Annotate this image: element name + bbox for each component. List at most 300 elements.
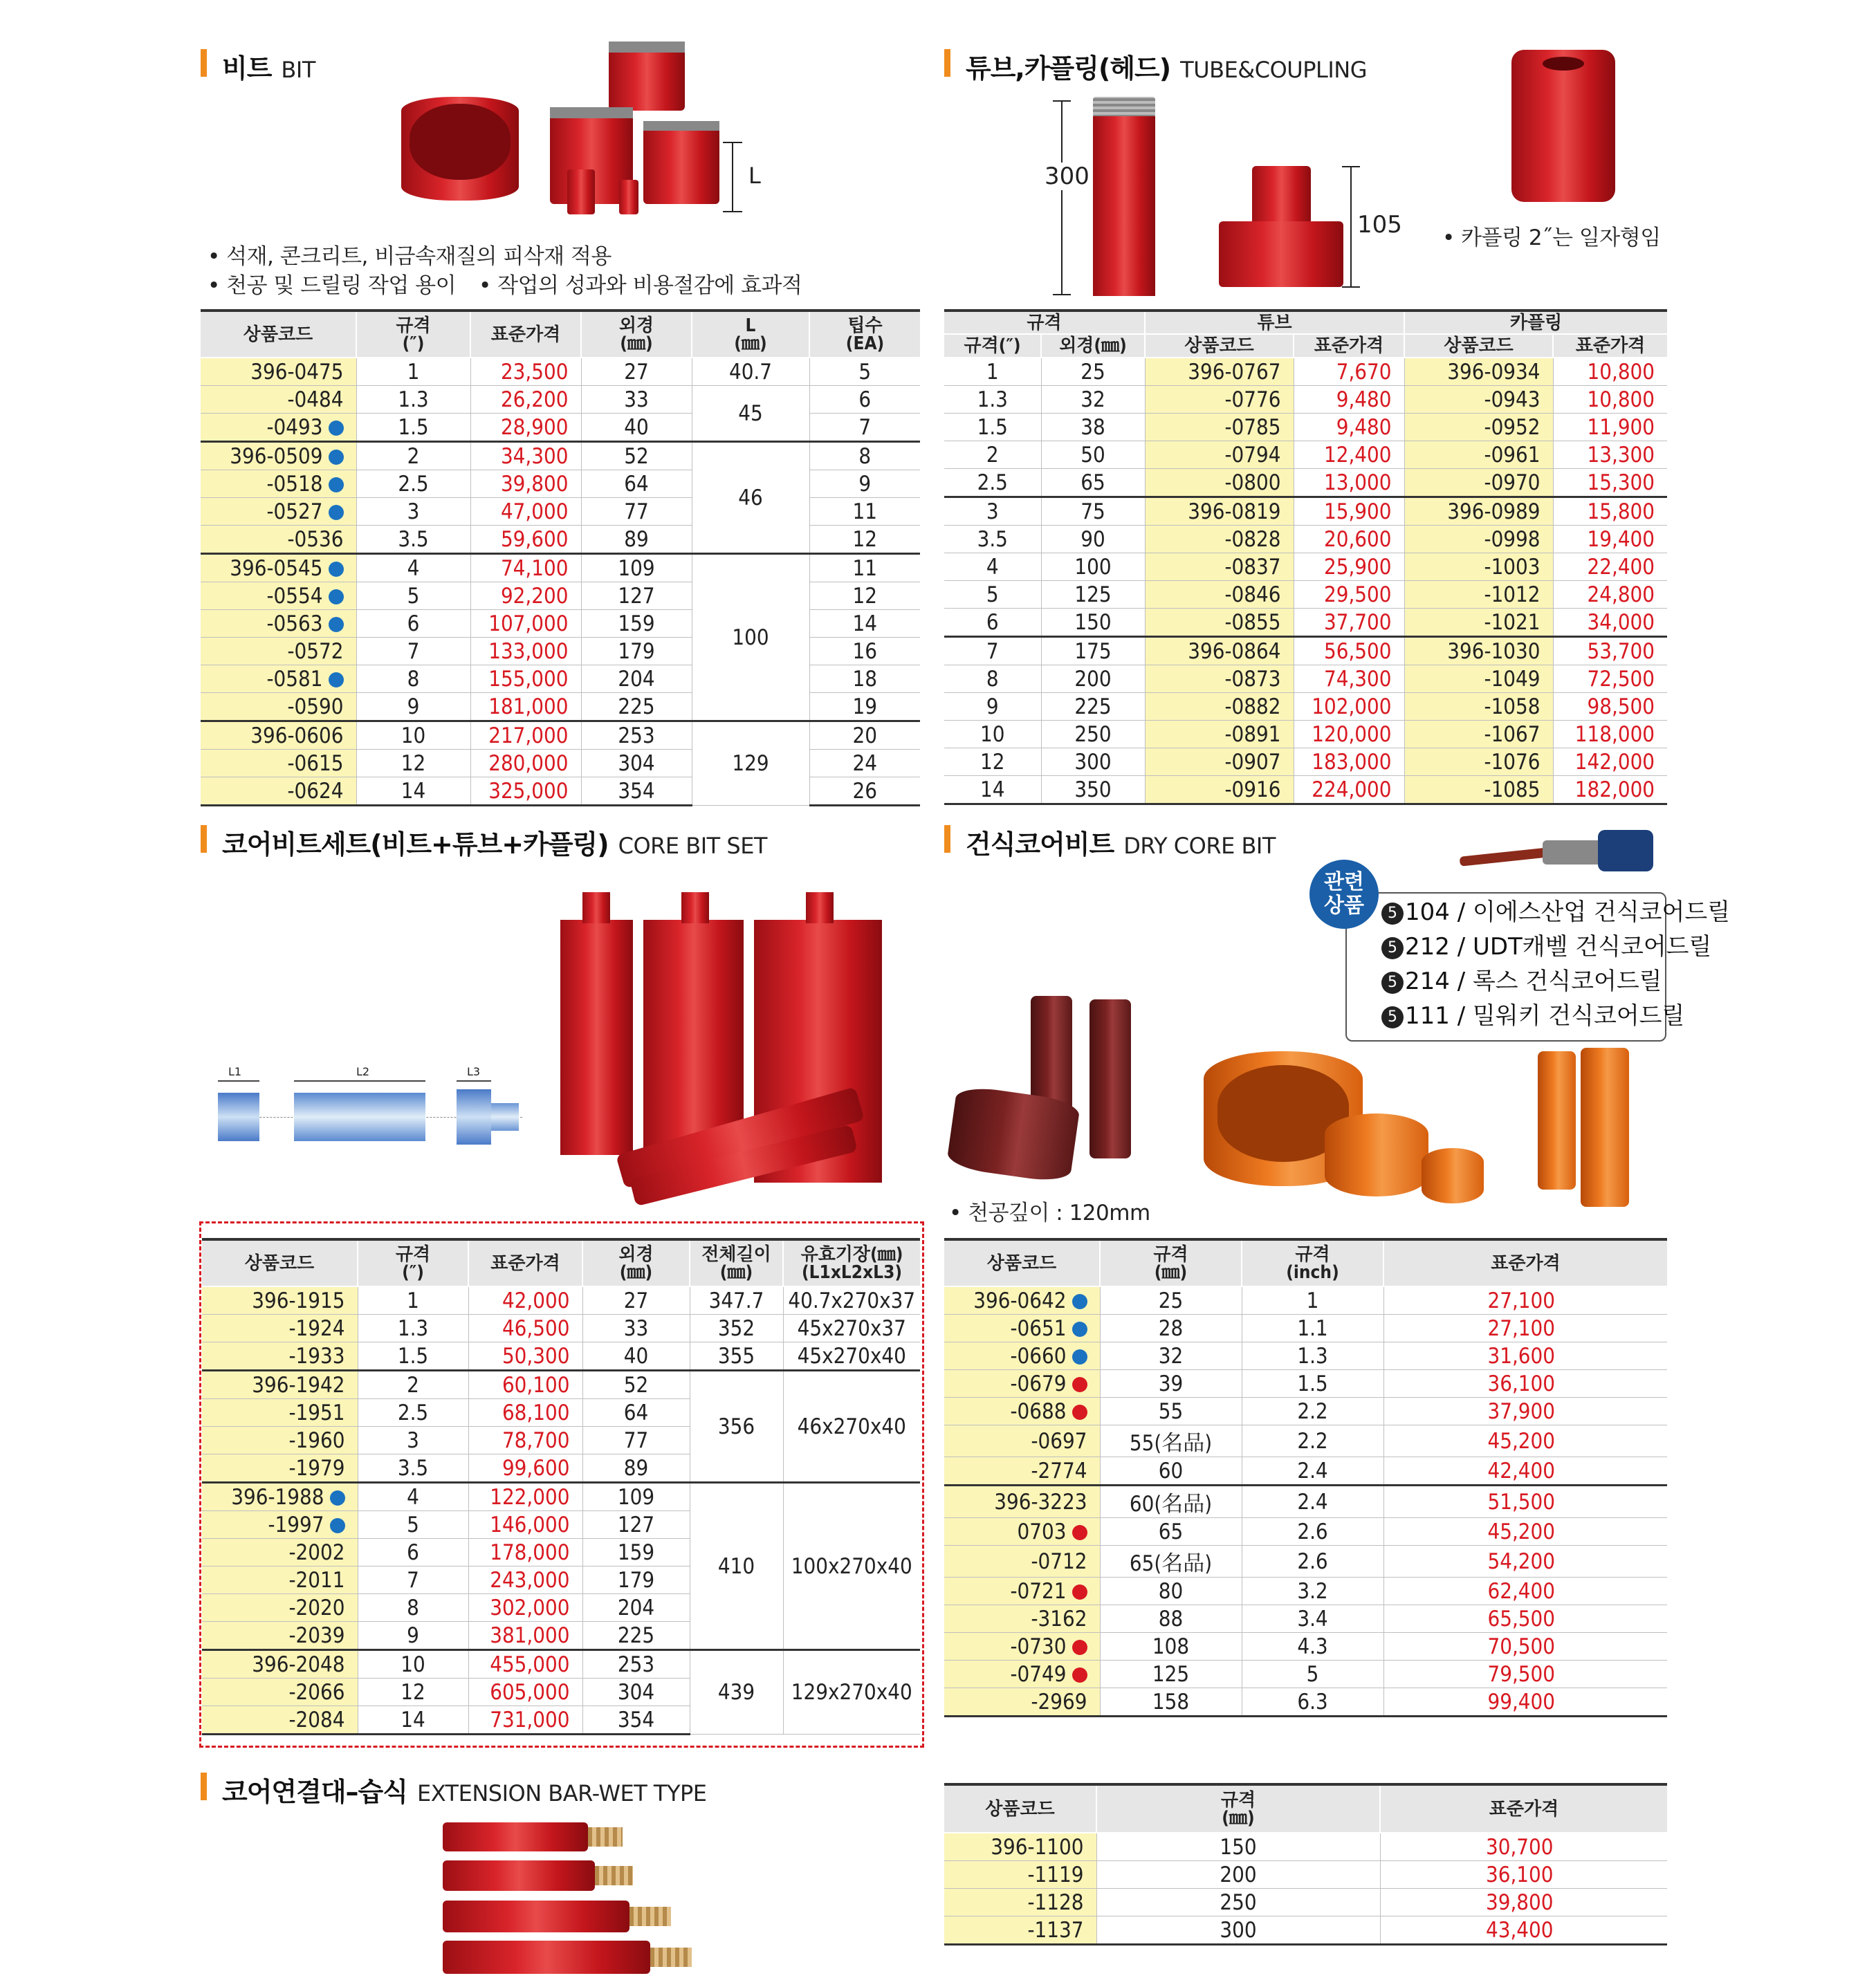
cell-size: 10 [356, 721, 470, 750]
ext-header-mm: 규격 (㎜) [1096, 1784, 1380, 1833]
cell-size: 2 [944, 441, 1041, 469]
blue-dot-icon [1072, 1294, 1087, 1309]
cell-size: 14 [944, 776, 1041, 804]
product-code: 396-1942 [252, 1372, 345, 1398]
cell-tips: 11 [809, 554, 920, 582]
product-code: 396-0509 [230, 443, 323, 469]
blue-dot-icon [1072, 1322, 1087, 1337]
cell-inch: 1.3 [1242, 1342, 1383, 1370]
cell-eff: 129x270x40 [783, 1650, 920, 1735]
cell-mm: 80 [1100, 1578, 1242, 1605]
cell-od: 354 [581, 777, 692, 806]
cell-tube-price: 183,000 [1294, 748, 1404, 776]
cell-mm: 250 [1096, 1889, 1380, 1916]
cell-coupling-code: -0952 [1404, 414, 1553, 441]
cell-coupling-code: -1058 [1404, 693, 1553, 721]
cell-size: 2.5 [356, 470, 470, 498]
cell-tube-price: 7,670 [1294, 358, 1404, 386]
cell-price: 74,100 [470, 554, 581, 582]
tube-header-size: 규격(″) [944, 334, 1041, 358]
table-row [944, 1861, 1667, 1889]
cell-price: 181,000 [470, 693, 581, 721]
cell-price: 99,400 [1383, 1688, 1667, 1717]
cell-coupling-price: 34,000 [1553, 609, 1667, 637]
cell-code [202, 1566, 358, 1594]
cell-code [202, 1706, 358, 1735]
table-row [201, 777, 920, 806]
cell-code [201, 610, 356, 638]
cell-od: 225 [1041, 693, 1145, 721]
tube-title [944, 47, 1367, 84]
cell-size: 3 [358, 1427, 468, 1454]
cell-eff: 46x270x40 [783, 1371, 920, 1483]
product-code: -2084 [288, 1707, 345, 1732]
cell-tips: 7 [809, 414, 920, 442]
product-code: -0563 [266, 611, 323, 636]
cell-price: 79,500 [1383, 1661, 1667, 1688]
cell-od: 225 [582, 1622, 690, 1650]
bit-table [201, 309, 920, 806]
table-row [944, 1688, 1667, 1717]
bit-note-3: • 작업의 성과와 비용절감에 효과적 [479, 273, 802, 298]
cell-code [944, 1518, 1100, 1546]
cell-size: 14 [358, 1706, 468, 1735]
cell-inch: 2.2 [1242, 1398, 1383, 1425]
cell-mm: 65 [1100, 1518, 1242, 1546]
cell-od: 40 [581, 414, 692, 442]
cell-price: 39,800 [470, 470, 581, 498]
cell-code [202, 1483, 358, 1511]
cell-coupling-code: -1049 [1404, 665, 1553, 693]
cell-code [944, 1398, 1100, 1425]
cell-code [944, 1370, 1100, 1398]
ext-title-ko: 코어연결대–습식 [222, 1777, 407, 1807]
cell-code [202, 1427, 358, 1454]
cell-od: 250 [1041, 721, 1145, 748]
product-code: -1933 [288, 1343, 345, 1369]
table-row [201, 526, 920, 554]
table-row [201, 414, 920, 442]
cell-tube-price: 120,000 [1294, 721, 1404, 748]
cell-od: 304 [581, 750, 692, 777]
cell-size: 9 [358, 1622, 468, 1650]
bit-note-1: • 석재, 콘크리트, 비금속재질의 피삭재 적용 [208, 244, 611, 269]
ext-product-photo [443, 1819, 733, 1978]
coreset-title-en: CORE BIT SET [618, 833, 767, 859]
cell-coupling-code: 396-0934 [1404, 358, 1553, 386]
cell-price: 59,600 [470, 526, 581, 554]
bit-note-2: • 천공 및 드릴링 작업 용이 [208, 273, 457, 298]
tube-header-cprice: 표준가격 [1553, 334, 1667, 358]
cell-code [202, 1454, 358, 1483]
bit-title-ko: 비트 [222, 53, 272, 84]
product-code: -0660 [1010, 1343, 1067, 1369]
coreset-header-code: 상품코드 [202, 1239, 358, 1286]
cell-tube-code: -0916 [1145, 776, 1294, 804]
related-item[interactable] [1381, 895, 1730, 930]
table-row [202, 1315, 920, 1342]
cell-code [944, 1486, 1100, 1518]
cell-code [202, 1342, 358, 1371]
cell-coupling-price: 11,900 [1553, 414, 1667, 441]
table-row [201, 498, 920, 526]
cell-tube-price: 13,000 [1294, 469, 1404, 497]
cell-tips: 26 [809, 777, 920, 806]
cell-size: 3.5 [944, 526, 1041, 553]
cell-size: 9 [944, 693, 1041, 721]
cell-coupling-code: 396-1030 [1404, 637, 1553, 665]
cell-tube-price: 74,300 [1294, 665, 1404, 693]
cell-mm: 60 [1100, 1457, 1242, 1486]
product-code: 396-1988 [231, 1484, 324, 1510]
cell-coupling-code: 396-0989 [1404, 497, 1553, 526]
cell-coupling-code: -1021 [1404, 609, 1553, 637]
product-code: -0536 [287, 526, 344, 552]
cell-size: 14 [356, 777, 470, 806]
cell-price: 68,100 [468, 1399, 582, 1427]
cell-size: 9 [356, 693, 470, 721]
cell-inch: 3.2 [1242, 1578, 1383, 1605]
product-code: -3162 [1031, 1606, 1087, 1632]
product-code: -0484 [287, 387, 344, 412]
cell-tube-price: 224,000 [1294, 776, 1404, 804]
cell-tube-price: 15,900 [1294, 497, 1404, 526]
cell-total: 356 [690, 1371, 783, 1483]
table-row [201, 582, 920, 610]
cell-code [202, 1315, 358, 1342]
table-row [944, 1315, 1667, 1342]
cell-size: 10 [944, 721, 1041, 748]
cell-od: 89 [582, 1454, 690, 1483]
cell-price: 27,100 [1383, 1286, 1667, 1315]
table-row [944, 414, 1667, 441]
red-dot-icon [1072, 1640, 1087, 1655]
cell-price: 51,500 [1383, 1486, 1667, 1518]
cell-code [202, 1511, 358, 1539]
cell-l: 46 [692, 442, 809, 554]
cell-tips: 11 [809, 498, 920, 526]
table-row [944, 721, 1667, 748]
cell-od: 175 [1041, 637, 1145, 665]
bit-header-l: L (㎜) [692, 311, 809, 358]
product-code: -0572 [287, 638, 344, 664]
tube-group-tube: 튜브 [1145, 311, 1404, 334]
related-num-icon: 5 [1381, 972, 1404, 994]
bit-header-code: 상품코드 [201, 311, 356, 358]
dry-header-code: 상품코드 [944, 1239, 1100, 1286]
cell-tube-code: -0794 [1145, 441, 1294, 469]
blue-dot-icon [329, 450, 344, 465]
bit-product-photo [401, 41, 761, 228]
cell-price: 54,200 [1383, 1546, 1667, 1578]
cell-mm: 150 [1096, 1833, 1380, 1861]
cell-od: 77 [581, 498, 692, 526]
cell-price: 302,000 [468, 1594, 582, 1622]
cell-tips: 8 [809, 442, 920, 470]
cell-od: 64 [582, 1399, 690, 1427]
tube-title-en: TUBE&COUPLING [1180, 57, 1367, 83]
cell-tube-price: 102,000 [1294, 693, 1404, 721]
table-row [201, 693, 920, 721]
cell-size: 8 [358, 1594, 468, 1622]
cell-price: 34,300 [470, 442, 581, 470]
table-row [944, 497, 1667, 526]
cell-code [201, 526, 356, 554]
cell-od: 50 [1041, 441, 1145, 469]
cell-size: 1.5 [944, 414, 1041, 441]
cell-od: 354 [582, 1706, 690, 1735]
table-row [944, 386, 1667, 414]
cell-price: 36,100 [1383, 1370, 1667, 1398]
cell-price: 62,400 [1383, 1578, 1667, 1605]
cell-code [202, 1650, 358, 1679]
cell-size: 1 [356, 358, 470, 386]
drill-photo [1460, 823, 1660, 878]
blue-dot-icon [329, 477, 344, 492]
cell-mm: 88 [1100, 1605, 1242, 1633]
cell-price: 27,100 [1383, 1315, 1667, 1342]
cell-code [944, 1342, 1100, 1370]
title-accent-bar [944, 49, 950, 77]
cell-coupling-price: 98,500 [1553, 693, 1667, 721]
table-row [944, 748, 1667, 776]
cell-l: 100 [692, 554, 809, 721]
cell-code [201, 638, 356, 665]
cell-code [944, 1425, 1100, 1457]
cell-od: 204 [581, 665, 692, 693]
blue-dot-icon [329, 562, 344, 577]
product-code: -2969 [1031, 1689, 1087, 1714]
related-item-text: 111 / 밀워키 건식코어드릴 [1405, 1002, 1685, 1030]
cell-mm: 39 [1100, 1370, 1242, 1398]
cell-price: 47,000 [470, 498, 581, 526]
cell-size: 1.5 [358, 1342, 468, 1371]
product-code: -0554 [266, 583, 323, 609]
ext-title-en: EXTENSION BAR-WET TYPE [416, 1780, 707, 1806]
product-code: -2011 [288, 1567, 345, 1593]
cell-od: 27 [581, 358, 692, 386]
ext-table [944, 1783, 1667, 1945]
cell-price: 45,200 [1383, 1518, 1667, 1546]
cell-total: 410 [690, 1483, 783, 1650]
cell-price: 92,200 [470, 582, 581, 610]
cell-price: 78,700 [468, 1427, 582, 1454]
cell-code [201, 665, 356, 693]
cell-code [202, 1539, 358, 1566]
cell-od: 109 [582, 1483, 690, 1511]
cell-tube-code: 396-0819 [1145, 497, 1294, 526]
cell-od: 27 [582, 1286, 690, 1315]
table-row [944, 1486, 1667, 1518]
product-code: -2774 [1031, 1458, 1087, 1484]
cell-coupling-price: 142,000 [1553, 748, 1667, 776]
cell-price: 217,000 [470, 721, 581, 750]
cell-size: 8 [356, 665, 470, 693]
table-row [944, 1518, 1667, 1546]
cell-size: 7 [944, 637, 1041, 665]
cell-mm: 200 [1096, 1861, 1380, 1889]
blue-dot-icon [329, 505, 344, 520]
blue-dot-icon [1072, 1349, 1087, 1365]
cell-l: 129 [692, 721, 809, 806]
product-code: -1960 [288, 1427, 345, 1453]
product-code: -1979 [288, 1455, 345, 1481]
cell-price: 45,200 [1383, 1425, 1667, 1457]
cell-code [201, 442, 356, 470]
cell-od: 179 [582, 1566, 690, 1594]
tube-group-coupling: 카플링 [1404, 311, 1667, 334]
cell-code: -1128 [944, 1889, 1096, 1916]
cell-od: 75 [1041, 497, 1145, 526]
cell-size: 4 [944, 553, 1041, 581]
cell-tube-code: 396-0767 [1145, 358, 1294, 386]
related-item[interactable] [1381, 930, 1730, 964]
product-code: -0679 [1010, 1371, 1067, 1396]
cell-size: 1.3 [944, 386, 1041, 414]
cell-code [944, 1605, 1100, 1633]
cell-od: 127 [581, 582, 692, 610]
cell-coupling-code: -1085 [1404, 776, 1553, 804]
cell-price: 43,400 [1380, 1916, 1667, 1945]
table-row [202, 1371, 920, 1399]
cell-code [201, 582, 356, 610]
bit-title-en: BIT [281, 57, 315, 83]
cell-code [201, 554, 356, 582]
product-code: 396-0475 [250, 359, 344, 385]
title-accent-bar [944, 825, 950, 853]
related-num-icon: 5 [1381, 1006, 1404, 1028]
dry-note: • 천공깊이 : 120mm [949, 1201, 1150, 1226]
product-code: -0527 [266, 499, 323, 524]
table-row [944, 1833, 1667, 1861]
cell-od: 33 [582, 1315, 690, 1342]
cell-size: 12 [944, 748, 1041, 776]
related-num-icon: 5 [1381, 937, 1404, 959]
cell-od: 38 [1041, 414, 1145, 441]
cell-od: 304 [582, 1679, 690, 1706]
cell-inch: 4.3 [1242, 1633, 1383, 1661]
cell-price: 280,000 [470, 750, 581, 777]
dry-header-inch: 규격 (inch) [1242, 1239, 1383, 1286]
diagram-label-l3: L3 [467, 1065, 481, 1078]
cell-size: 12 [358, 1679, 468, 1706]
blue-dot-icon [329, 420, 344, 436]
cell-size: 2.5 [358, 1399, 468, 1427]
cell-code [202, 1371, 358, 1399]
cell-size: 1 [358, 1286, 468, 1315]
cell-price: 30,700 [1380, 1833, 1667, 1861]
cell-eff: 45x270x40 [783, 1342, 920, 1371]
table-row [201, 750, 920, 777]
cell-eff: 45x270x37 [783, 1315, 920, 1342]
blue-dot-icon [330, 1518, 345, 1533]
cell-coupling-price: 22,400 [1553, 553, 1667, 581]
cell-inch: 6.3 [1242, 1688, 1383, 1717]
cell-code [202, 1286, 358, 1315]
cell-tube-price: 29,500 [1294, 581, 1404, 609]
product-code: -1997 [268, 1512, 324, 1537]
cell-inch: 1 [1242, 1286, 1383, 1315]
cell-inch: 2.4 [1242, 1486, 1383, 1518]
cell-price: 31,600 [1383, 1342, 1667, 1370]
product-code: -0615 [287, 750, 344, 776]
cell-code [944, 1661, 1100, 1688]
table-row [202, 1286, 920, 1315]
cell-price: 605,000 [468, 1679, 582, 1706]
cell-size: 6 [356, 610, 470, 638]
red-dot-icon [1072, 1377, 1087, 1392]
table-row [944, 441, 1667, 469]
cell-tube-code: 396-0864 [1145, 637, 1294, 665]
coreset-header-total: 전체길이 (㎜) [690, 1239, 783, 1286]
cell-code [944, 1633, 1100, 1661]
cell-size: 1 [944, 358, 1041, 386]
coupling-photo [1511, 50, 1615, 202]
cell-tube-price: 37,700 [1294, 609, 1404, 637]
cell-size: 3 [944, 497, 1041, 526]
cell-price: 178,000 [468, 1539, 582, 1566]
cell-price: 133,000 [470, 638, 581, 665]
cell-size: 4 [356, 554, 470, 582]
cell-mm: 55(名品) [1100, 1425, 1242, 1457]
cell-inch: 1.1 [1242, 1315, 1383, 1342]
cell-mm: 25 [1100, 1286, 1242, 1315]
table-row [944, 553, 1667, 581]
cell-code [201, 358, 356, 386]
cell-coupling-price: 10,800 [1553, 358, 1667, 386]
cell-eff: 100x270x40 [783, 1483, 920, 1650]
cell-od: 52 [581, 442, 692, 470]
cell-total: 352 [690, 1315, 783, 1342]
cell-size: 1.3 [356, 386, 470, 414]
cell-coupling-price: 13,300 [1553, 441, 1667, 469]
related-item-text: 214 / 록스 건식코어드릴 [1405, 968, 1662, 995]
cell-od: 100 [1041, 553, 1145, 581]
cell-coupling-code: -1067 [1404, 721, 1553, 748]
cell-tips: 24 [809, 750, 920, 777]
bit-header-size: 규격 (″) [356, 311, 470, 358]
cell-mm: 125 [1100, 1661, 1242, 1688]
table-row [201, 358, 920, 386]
cell-code [202, 1594, 358, 1622]
cell-od: 65 [1041, 469, 1145, 497]
table-row [202, 1650, 920, 1679]
cell-tips: 20 [809, 721, 920, 750]
cell-tips: 14 [809, 610, 920, 638]
cell-mm: 28 [1100, 1315, 1242, 1342]
dry-header-price: 표준가격 [1383, 1239, 1667, 1286]
cell-code [202, 1679, 358, 1706]
cell-price: 39,800 [1380, 1889, 1667, 1916]
cell-coupling-code: -1003 [1404, 553, 1553, 581]
table-row [944, 637, 1667, 665]
cell-coupling-price: 182,000 [1553, 776, 1667, 804]
table-row [201, 386, 920, 414]
dry-title [944, 823, 1276, 860]
cell-tube-price: 25,900 [1294, 553, 1404, 581]
cell-mm: 60(名品) [1100, 1486, 1242, 1518]
cell-od: 253 [582, 1650, 690, 1679]
cell-tube-code: -0785 [1145, 414, 1294, 441]
product-code: 0703 [1017, 1519, 1067, 1544]
dry-title-en: DRY CORE BIT [1123, 833, 1276, 859]
cell-od: 200 [1041, 665, 1145, 693]
red-dot-icon [1072, 1405, 1087, 1420]
cell-tube-price: 56,500 [1294, 637, 1404, 665]
cell-tube-code: -0873 [1145, 665, 1294, 693]
cell-code [201, 414, 356, 442]
table-row [944, 693, 1667, 721]
